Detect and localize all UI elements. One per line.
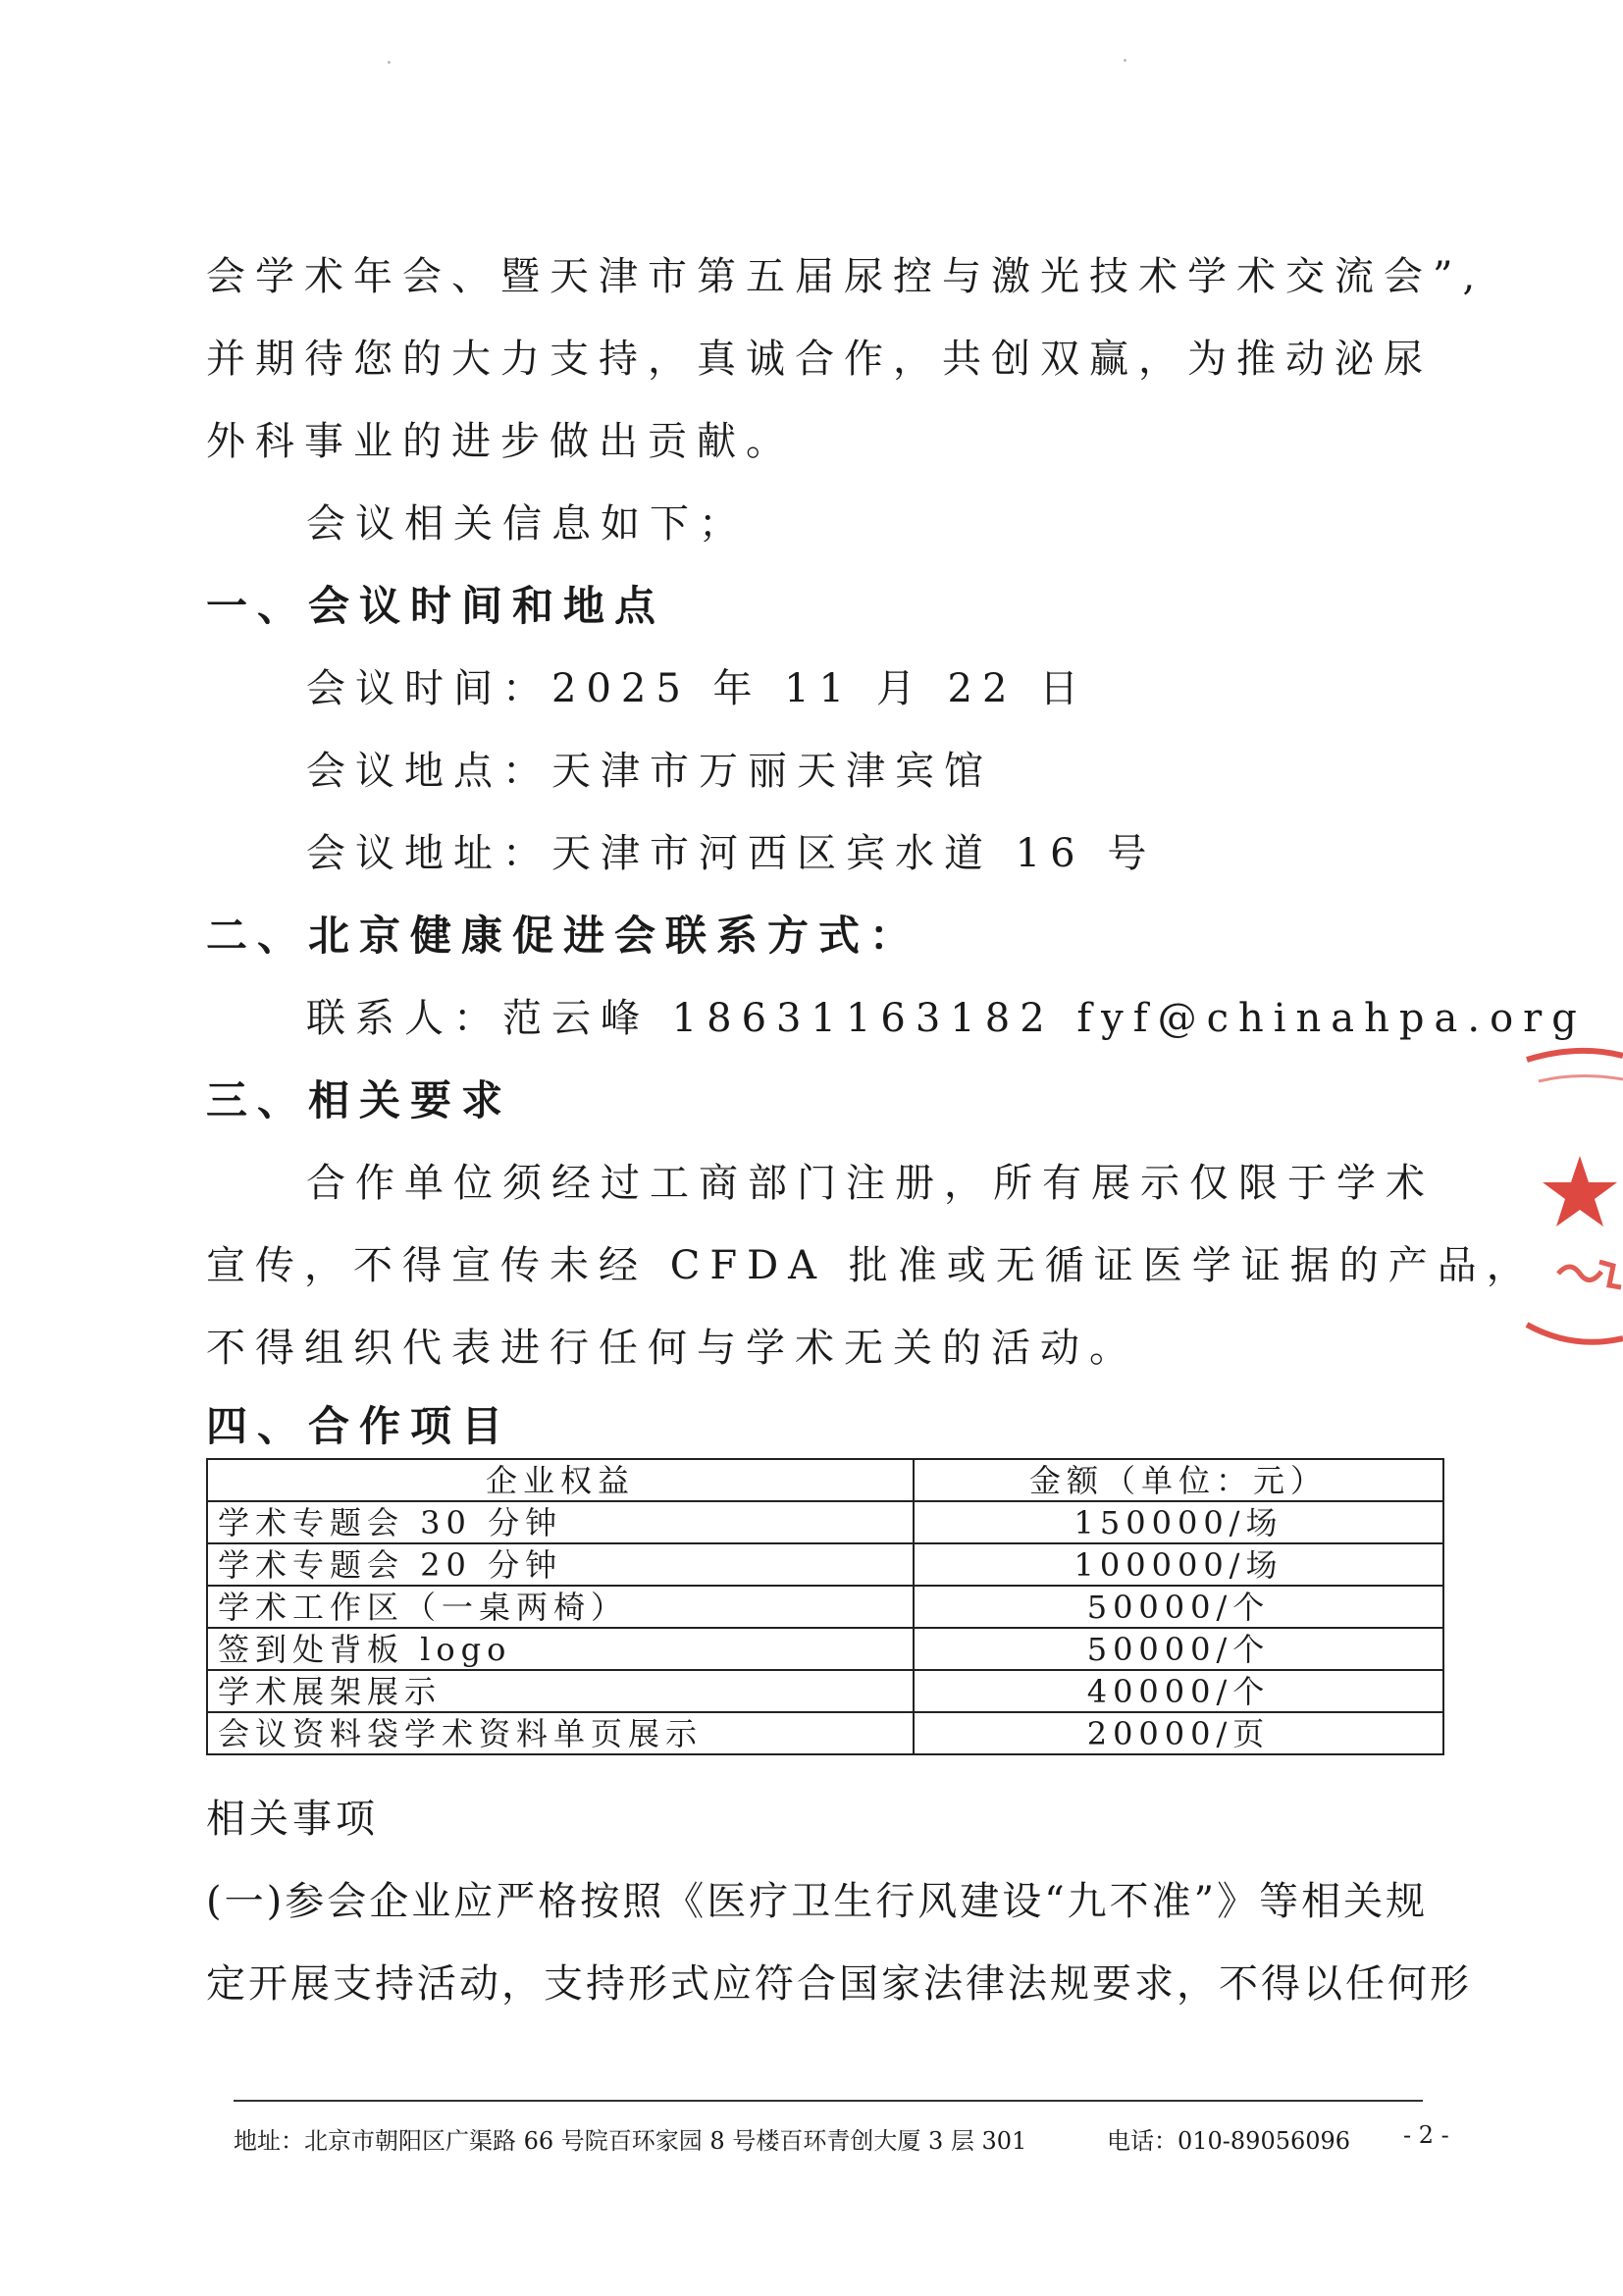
table-row — [207, 1670, 1443, 1712]
notes-line: 定开展支持活动，支持形式应符合国家法律法规要求，不得以任何形 — [206, 1961, 1472, 2007]
table-row — [207, 1712, 1443, 1754]
section-heading-projects: 四、合作项目 — [206, 1402, 513, 1450]
meeting-address: 会议地址：天津市河西区宾水道 16 号 — [306, 831, 1157, 876]
requirements-line: 宣传，不得宣传未经 CFDA 批准或无循证医学证据的产品， — [206, 1243, 1536, 1288]
benefit-cell: 学术工作区（一桌两椅） — [207, 1586, 914, 1628]
table-header-row — [207, 1459, 1443, 1501]
contact-line: 联系人：范云峰 18631163182 fyf@chinahpa.org — [306, 996, 1587, 1041]
section-heading-contact: 二、北京健康促进会联系方式： — [206, 912, 921, 960]
meeting-time: 会议时间：2025 年 11 月 22 日 — [306, 666, 1089, 711]
cooperation-table — [206, 1458, 1444, 1755]
benefit-cell: 学术专题会 30 分钟 — [207, 1501, 914, 1543]
requirements-line: 不得组织代表进行任何与学术无关的活动。 — [206, 1326, 1138, 1371]
table-row — [207, 1543, 1443, 1586]
paragraph-line: 并期待您的大力支持，真诚合作，共创双赢，为推动泌尿 — [206, 337, 1433, 382]
footer-phone: 电话：010-89056096 — [1107, 2127, 1351, 2155]
header-amount: 金额（单位：元） — [914, 1459, 1443, 1501]
requirements-line: 合作单位须经过工商部门注册，所有展示仅限于学术 — [306, 1161, 1435, 1206]
seal-stamp-icon — [1519, 1030, 1623, 1364]
notes-title: 相关事项 — [206, 1797, 379, 1842]
meeting-venue: 会议地点：天津市万丽天津宾馆 — [306, 749, 993, 794]
section-heading-requirements: 三、相关要求 — [206, 1076, 513, 1124]
scan-speck — [388, 61, 391, 64]
table-row — [207, 1586, 1443, 1628]
benefit-cell: 签到处背板 logo — [207, 1628, 914, 1670]
seal-stamp — [1519, 1030, 1623, 1368]
footer-address: 地址：北京市朝阳区广渠路 66 号院百环家园 8 号楼百环青创大厦 3 层 301 — [234, 2127, 1027, 2155]
page-number: - 2 - — [1403, 2121, 1449, 2149]
amount-cell: 40000/个 — [914, 1670, 1443, 1712]
benefit-cell: 会议资料袋学术资料单页展示 — [207, 1712, 914, 1754]
table-row — [207, 1628, 1443, 1670]
benefit-cell: 学术专题会 20 分钟 — [207, 1543, 914, 1586]
table-row — [207, 1501, 1443, 1543]
notes-line: (一)参会企业应严格按照《医疗卫生行风建设“九不准”》等相关规 — [206, 1879, 1429, 1924]
paragraph-line: 外科事业的进步做出贡献。 — [206, 419, 795, 464]
intro-line: 会议相关信息如下； — [306, 501, 748, 547]
amount-cell: 150000/场 — [914, 1501, 1443, 1543]
amount-cell: 50000/个 — [914, 1628, 1443, 1670]
benefit-cell: 学术展架展示 — [207, 1670, 914, 1712]
footer-divider — [234, 2100, 1423, 2102]
amount-cell: 50000/个 — [914, 1586, 1443, 1628]
scan-speck — [1124, 59, 1126, 62]
amount-cell: 100000/场 — [914, 1543, 1443, 1586]
amount-cell: 20000/页 — [914, 1712, 1443, 1754]
header-benefit: 企业权益 — [207, 1459, 914, 1501]
paragraph-line: 会学术年会、暨天津市第五届尿控与激光技术学术交流会”, — [206, 254, 1486, 299]
section-heading-time-venue: 一、会议时间和地点 — [206, 582, 666, 630]
